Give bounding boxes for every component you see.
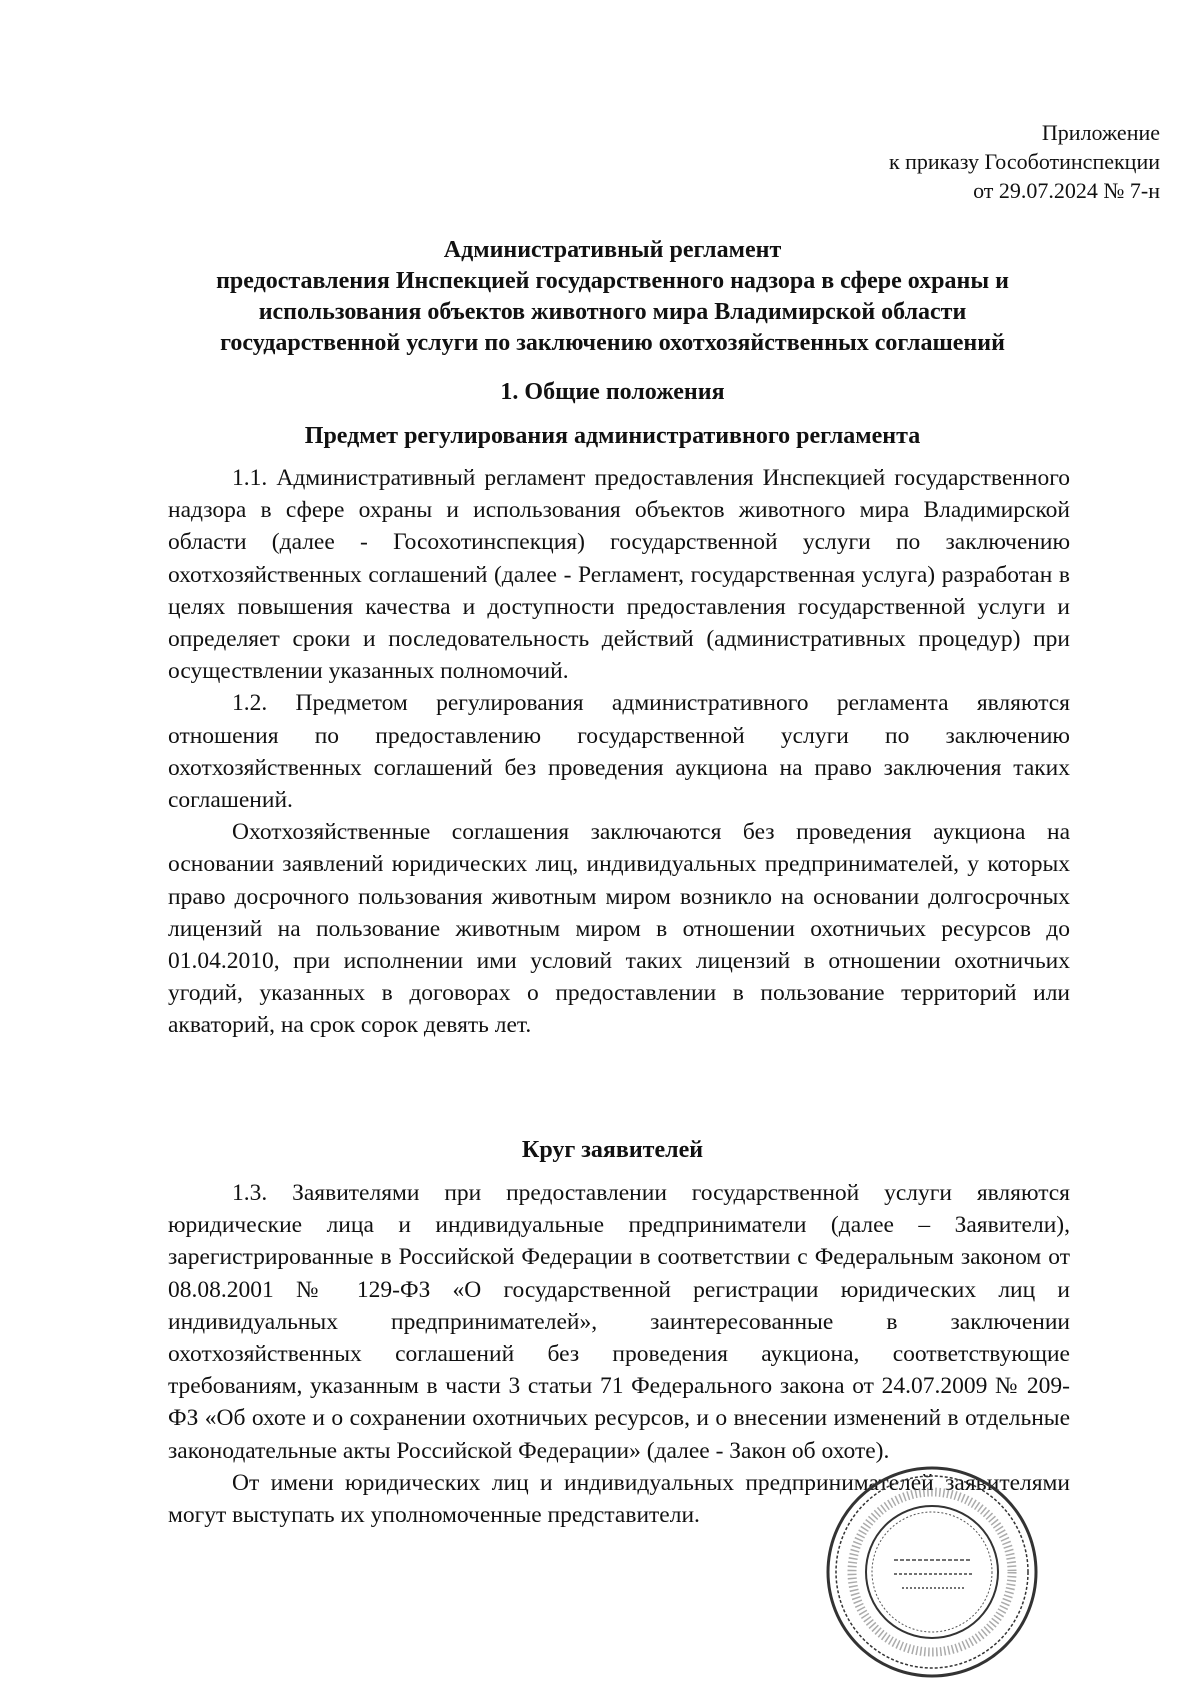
title-line-4: государственной услуги по заключению охотхозяйственных соглашений — [220, 330, 1005, 356]
appendix-line-2: к приказу Гособотинспекции — [888, 149, 1160, 174]
appendix-line-3: от 29.07.2024 № 7-н — [973, 178, 1160, 203]
paragraph-1-3: 1.3. Заявителями при предоставлении государственной услуги являются юридические лица и индивидуальные предприниматели (далее – Заявители), зарегистрированные в Российской Федерации в соответствии с Федеральным законом от 08.08.2001 № 129-ФЗ «О государственной регистрации юридических лиц и индивидуальных предпринимателей», заинтересованные в заключении охотхозяйственных соглашений без проведения аукциона, соответствующие требованиям, указанным в части 3 статьи 71 Федерального закона от 24.07.2009 № 209-ФЗ «Об охоте и о сохранении охотничьих ресурсов, и о внесении изменений в отдельные законодательные акты Российской Федерации» (далее - Закон об охоте). — [168, 1180, 1070, 1464]
section-1-body — [168, 462, 1070, 1042]
section-heading-general: 1. Общие положения — [500, 379, 725, 405]
paragraph-1-3-continued: От имени юридических лиц и индивидуальных предпринимателей заявителями могут выступать их уполномоченные представители. — [168, 1469, 1070, 1529]
title-line-3: использования объектов животного мира Владимирской области — [258, 299, 967, 325]
section-heading-applicants: Круг заявителей — [521, 1137, 704, 1163]
title-line-1: Административный регламент — [443, 237, 782, 263]
document-title — [150, 235, 1075, 359]
paragraph-1-2-continued: Охотхозяйственные соглашения заключаются без проведения аукциона на основании заявлений юридических лиц, индивидуальных предпринимателей, у которых право досрочного пользования животным миром возникло на основании долгосрочных лицензий на пользование животным миром в отношении охотничьих ресурсов до 01.04.2010, при исполнении ими условий таких лицензий в отношении охотничьих угодий, указанных в договорах о предоставлении в пользование территорий или акваторий, на срок сорок девять лет. — [168, 819, 1070, 1039]
appendix-line-1: Приложение — [1041, 120, 1160, 145]
title-line-2: предоставления Инспекцией государственного надзора в сфере охраны и — [216, 268, 1009, 294]
appendix-header — [889, 118, 1160, 205]
round-seal-icon — [822, 1462, 1042, 1682]
section-subheading-subject: Предмет регулирования административного регламента — [304, 423, 921, 449]
paragraph-1-1: 1.1. Административный регламент предоставления Инспекцией государственного надзора в сфере охраны и использования объектов животного мира Владимирской области (далее - Госохотинспекция) государственной услуги по заключению охотхозяйственных соглашений (далее - Регламент, государственная услуга) разработан в целях повышения качества и доступности предоставления государственной услуги и определяет сроки и последовательность действий (административных процедур) при осуществлении указанных полномочий. — [168, 465, 1070, 685]
paragraph-1-2: 1.2. Предметом регулирования административного регламента являются отношения по предоставлению государственной услуги по заключению охотхозяйственных соглашений без проведения аукциона на право заключения таких соглашений. — [168, 690, 1070, 814]
